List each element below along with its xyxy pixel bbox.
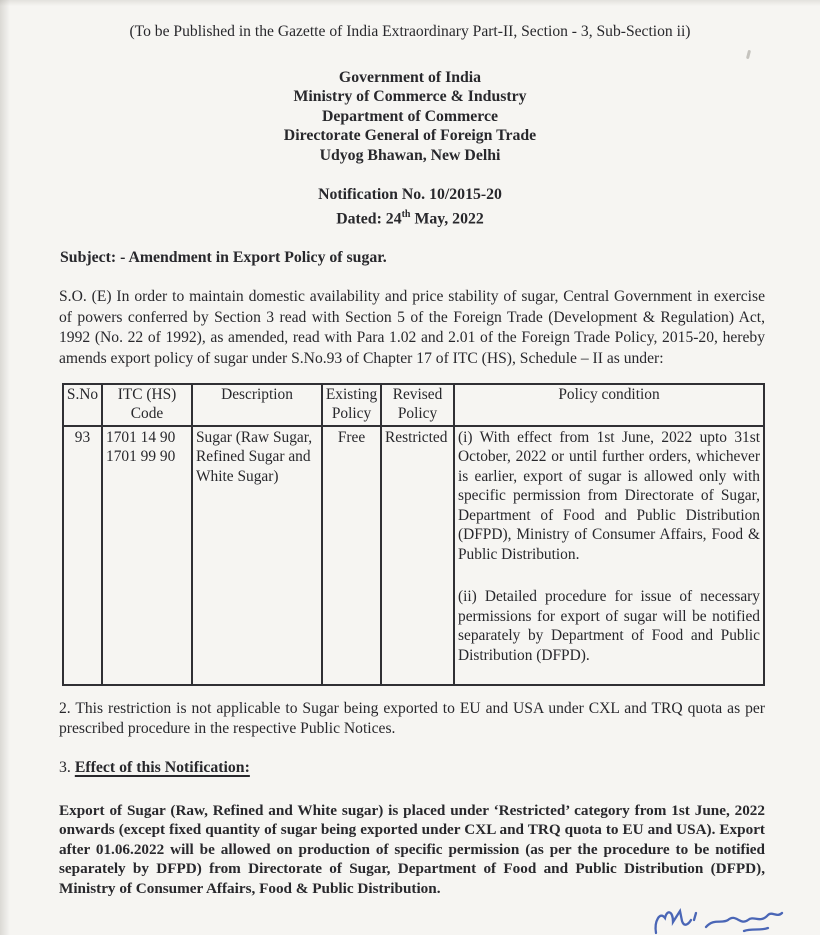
date-ordinal-suffix: th (401, 208, 411, 220)
org-header-block (0, 68, 820, 165)
itc-code-1: 1701 14 90 (106, 428, 176, 446)
header-policy-condition: Policy condition (454, 384, 764, 425)
table-row (63, 426, 764, 685)
export-policy-table (62, 383, 765, 685)
cell-existing-policy: Free (322, 426, 381, 685)
policy-condition-item-i: (i) With effect from 1st June, 2022 upto 31st October, 2022 or until further orders, whichever is earlier, export of sugar is allowed only with specific permission from Directorate of Sugar, Department of Food and Public Distribution (DFPD), Ministry of Consumer Affairs, Food & Public Distribution. (458, 428, 760, 563)
effect-heading-number: 3. (59, 758, 71, 776)
effect-heading (59, 759, 820, 777)
paragraph-so-order: S.O. (E) In order to maintain domestic availability and price stability of sugar, Central Government in exercise of powers conferred by Section 3 read with Section 5 of the Foreign Trade (Development & Regulation) Act, 1992 (No. 22 of 1992), as amended, read with Para 1.02 and 2.01 of the Foreign Trade Policy, 2015-20, hereby amends export policy of sugar under S.No.93 of Chapter 17 of ITC (HS), Schedule – II as under: (59, 288, 765, 367)
subject-line: Subject: - Amendment in Export Policy of sugar. (60, 249, 387, 267)
effect-heading-title: Effect of this Notification: (74, 758, 250, 776)
header-sno: S.No (63, 384, 102, 425)
header-itc-code: ITC (HS) Code (102, 384, 192, 425)
org-line-directorate: Directorate General of Foreign Trade (283, 127, 537, 145)
header-description: Description (192, 384, 322, 425)
cell-policy-condition (454, 426, 764, 685)
signature-scribble (648, 903, 798, 935)
date-suffix: May, 2022 (414, 209, 484, 227)
signature-ink-icon (648, 903, 798, 935)
cell-sno: 93 (63, 426, 102, 685)
cell-revised-policy: Restricted (381, 426, 454, 685)
paragraph-effect: Export of Sugar (Raw, Refined and White sugar) is placed under ‘Restricted’ category from 1st June, 2022 onwards (except fixed quantity of sugar being exported under CXL and TRQ quota to EU and USA). Export after 01.06.2022 will be allowed on production of specific permission (as per the procedure to be notified separately by DFPD) from Directorate of Sugar, Department of Food and Public Distribution (DFPD), Ministry of Consumer Affairs, Food & Public Distribution. (59, 801, 765, 898)
scan-artifact (746, 50, 751, 59)
cell-itc-codes (102, 426, 192, 685)
header-revised-policy: Revised Policy (381, 384, 454, 425)
cell-description: Sugar (Raw Sugar, Refined Sugar and White Sugar) (192, 426, 322, 685)
policy-condition-item-ii: (ii) Detailed procedure for issue of necessary permissions for export of sugar will be notified separately by Department of Food and Public Distribution (DFPD). (458, 588, 760, 664)
paragraph-restriction-exception: 2. This restriction is not applicable to Sugar being exported to EU and USA under CXL and TRQ quota as per prescribed procedure in the respective Public Notices. (59, 699, 765, 738)
notification-date (0, 205, 820, 229)
gazette-publish-line: (To be Published in the Gazette of India Extraordinary Part-II, Section - 3, Sub-Section ii) (129, 23, 691, 40)
org-line-address: Udyog Bhawan, New Delhi (319, 146, 501, 164)
table-header-row (63, 384, 764, 425)
org-line-ministry: Ministry of Commerce & Industry (293, 88, 527, 106)
itc-code-2: 1701 99 90 (106, 448, 176, 466)
header-existing-policy: Existing Policy (322, 384, 381, 425)
notification-number: Notification No. 10/2015-20 (318, 186, 502, 204)
org-line-government: Government of India (338, 69, 482, 86)
notification-block (0, 185, 820, 228)
org-line-department: Department of Commerce (321, 107, 499, 125)
date-prefix: Dated: 24 (336, 209, 402, 227)
